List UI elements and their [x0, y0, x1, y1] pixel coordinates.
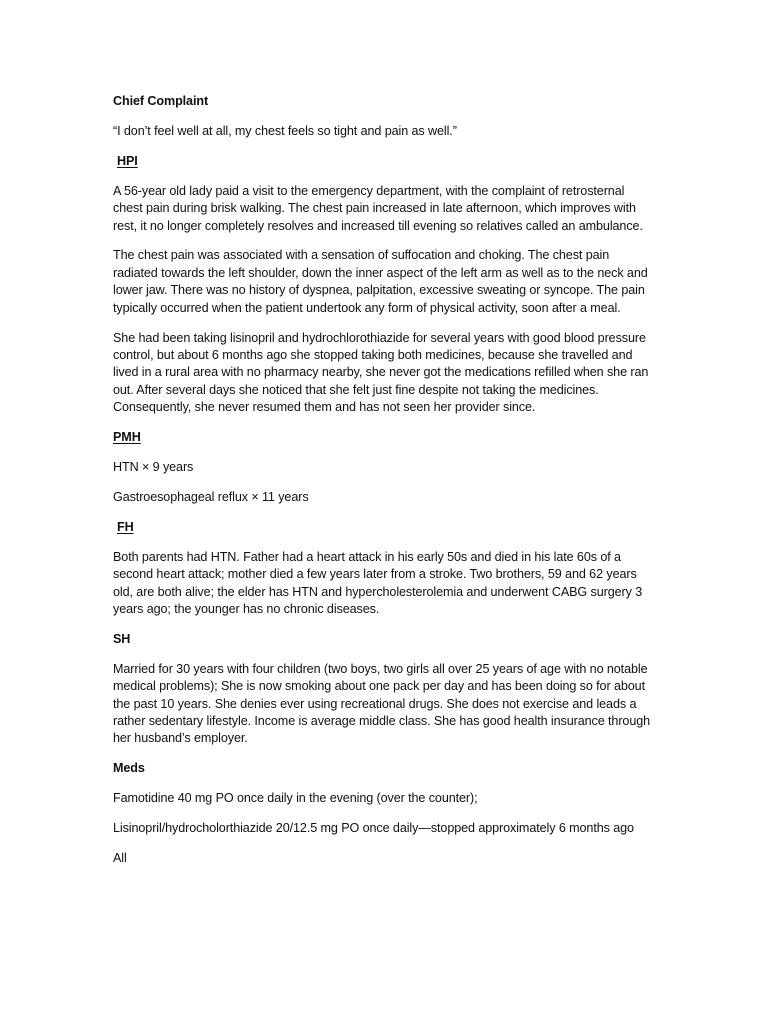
meds-heading: Meds	[113, 761, 145, 776]
allergies-heading: All	[113, 851, 127, 865]
pmh-item: Gastroesophageal reflux × 11 years	[113, 489, 309, 504]
hpi-paragraph: She had been taking lisinopril and hydrochlorothiazide for several years with good blood pressure control, but about 6 months ago she stopped taking both medicines, because she travelled and lived in a rural area with no pharmacy nearby, she never got the medications refilled when she ran out. After several days she noticed that she felt just fine despite not taking the medicines. Consequently, she never resumed them and has not seen her provider since.	[113, 330, 649, 415]
fh-text: Both parents had HTN. Father had a heart attack in his early 50s and died in his late 60s of a second heart attack; mother died a few years later from a stroke. Two brothers, 59 and 62 years old, are both alive; the elder has HTN and hypercholesterolemia and underwent CABG surgery 3 years ago; the younger has no chronic diseases.	[113, 549, 643, 616]
hpi-paragraph: The chest pain was associated with a sensation of suffocation and choking. The chest pain radiated towards the left shoulder, down the inner aspect of the left arm as well as to the neck and lower jaw. There was no history of dyspnea, palpitation, excessive sweating or syncope. The pain typically occurred when the patient undertook any form of physical activity, soon after a meal.	[113, 248, 648, 315]
chief-complaint-text: “I don’t feel well at all, my chest feels so tight and pain as well.”	[113, 123, 457, 138]
fh-heading: FH	[117, 519, 134, 534]
hpi-paragraph: A 56-year old lady paid a visit to the emergency department, with the complaint of retrosternal chest pain during brisk walking. The chest pain increased in late afternoon, which improves with rest, it no longer completely resolves and increased till evening so relatives called an ambulance.	[113, 183, 643, 233]
pmh-item: HTN × 9 years	[113, 460, 194, 474]
sh-heading: SH	[113, 631, 131, 646]
meds-item: Famotidine 40 mg PO once daily in the evening (over the counter);	[113, 791, 478, 806]
clinical-case-document	[113, 93, 653, 880]
sh-text: Married for 30 years with four children (two boys, two girls all over 25 years of age with no notable medical problems); She is now smoking about one pack per day and has been doing so for about the past 10 years. She denies ever using recreational drugs. She does not exercise and leads a rather sedentary lifestyle. Income is average middle class. She has good health insurance through her husband’s employer.	[113, 661, 651, 746]
meds-item: Lisinopril/hydrocholorthiazide 20/12.5 mg PO once daily—stopped approximately 6 months ago	[113, 821, 634, 836]
pmh-heading: PMH	[113, 430, 141, 445]
hpi-heading: HPI	[117, 153, 138, 168]
chief-complaint-heading: Chief Complaint	[113, 94, 209, 108]
